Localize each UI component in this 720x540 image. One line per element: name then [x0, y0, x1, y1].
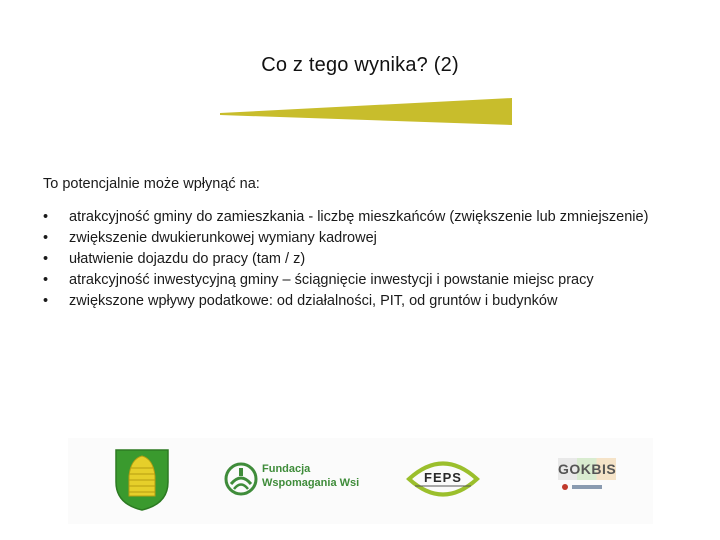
gokbis-dot-icon	[562, 484, 568, 490]
fundacja-name-line1: Fundacja	[262, 463, 311, 475]
bullet-dot: •	[43, 230, 49, 246]
title-underline-wedge	[220, 96, 512, 128]
fundacja-logo	[224, 460, 360, 500]
bullet-text: ułatwienie dojazdu do pracy (tam / z)	[69, 251, 306, 267]
bullet-item	[43, 270, 663, 291]
bullet-dot: •	[43, 251, 49, 267]
intro-text: To potencjalnie może wpłynąć na:	[43, 176, 260, 192]
fundacja-name-line2: Wspomagania Wsi	[262, 477, 360, 489]
gokbis-tagline-bar	[572, 485, 602, 489]
bullet-item	[43, 249, 663, 270]
bullet-list	[43, 207, 663, 312]
bullet-item	[43, 207, 663, 228]
bullet-text: atrakcyjność inwestycyjną gminy – ściągnięcie inwestycji i powstanie miejsc pracy	[69, 272, 594, 288]
feps-logo	[405, 452, 481, 506]
gokbis-logo	[558, 458, 618, 498]
bullet-text: zwiększone wpływy podatkowe: od działalności, PIT, od gruntów i budynków	[69, 293, 558, 309]
bullet-text: atrakcyjność gminy do zamieszkania - liczbę mieszkańców (zwiększenie lub zmniejszenie)	[69, 209, 649, 225]
bullet-dot: •	[43, 293, 49, 309]
bullet-item	[43, 228, 663, 249]
gokbis-name: GOKBIS	[558, 461, 617, 477]
bullet-item	[43, 291, 663, 312]
bullet-dot: •	[43, 209, 49, 225]
bullet-text: zwiększenie dwukierunkowej wymiany kadrowej	[69, 230, 377, 246]
coat-of-arms-logo	[112, 446, 172, 512]
logo-strip	[68, 438, 653, 524]
fundacja-emblem-icon	[224, 462, 258, 496]
bullet-dot: •	[43, 272, 49, 288]
slide-title: Co z tego wynika? (2)	[261, 54, 459, 76]
feps-name: FEPS	[424, 470, 462, 485]
